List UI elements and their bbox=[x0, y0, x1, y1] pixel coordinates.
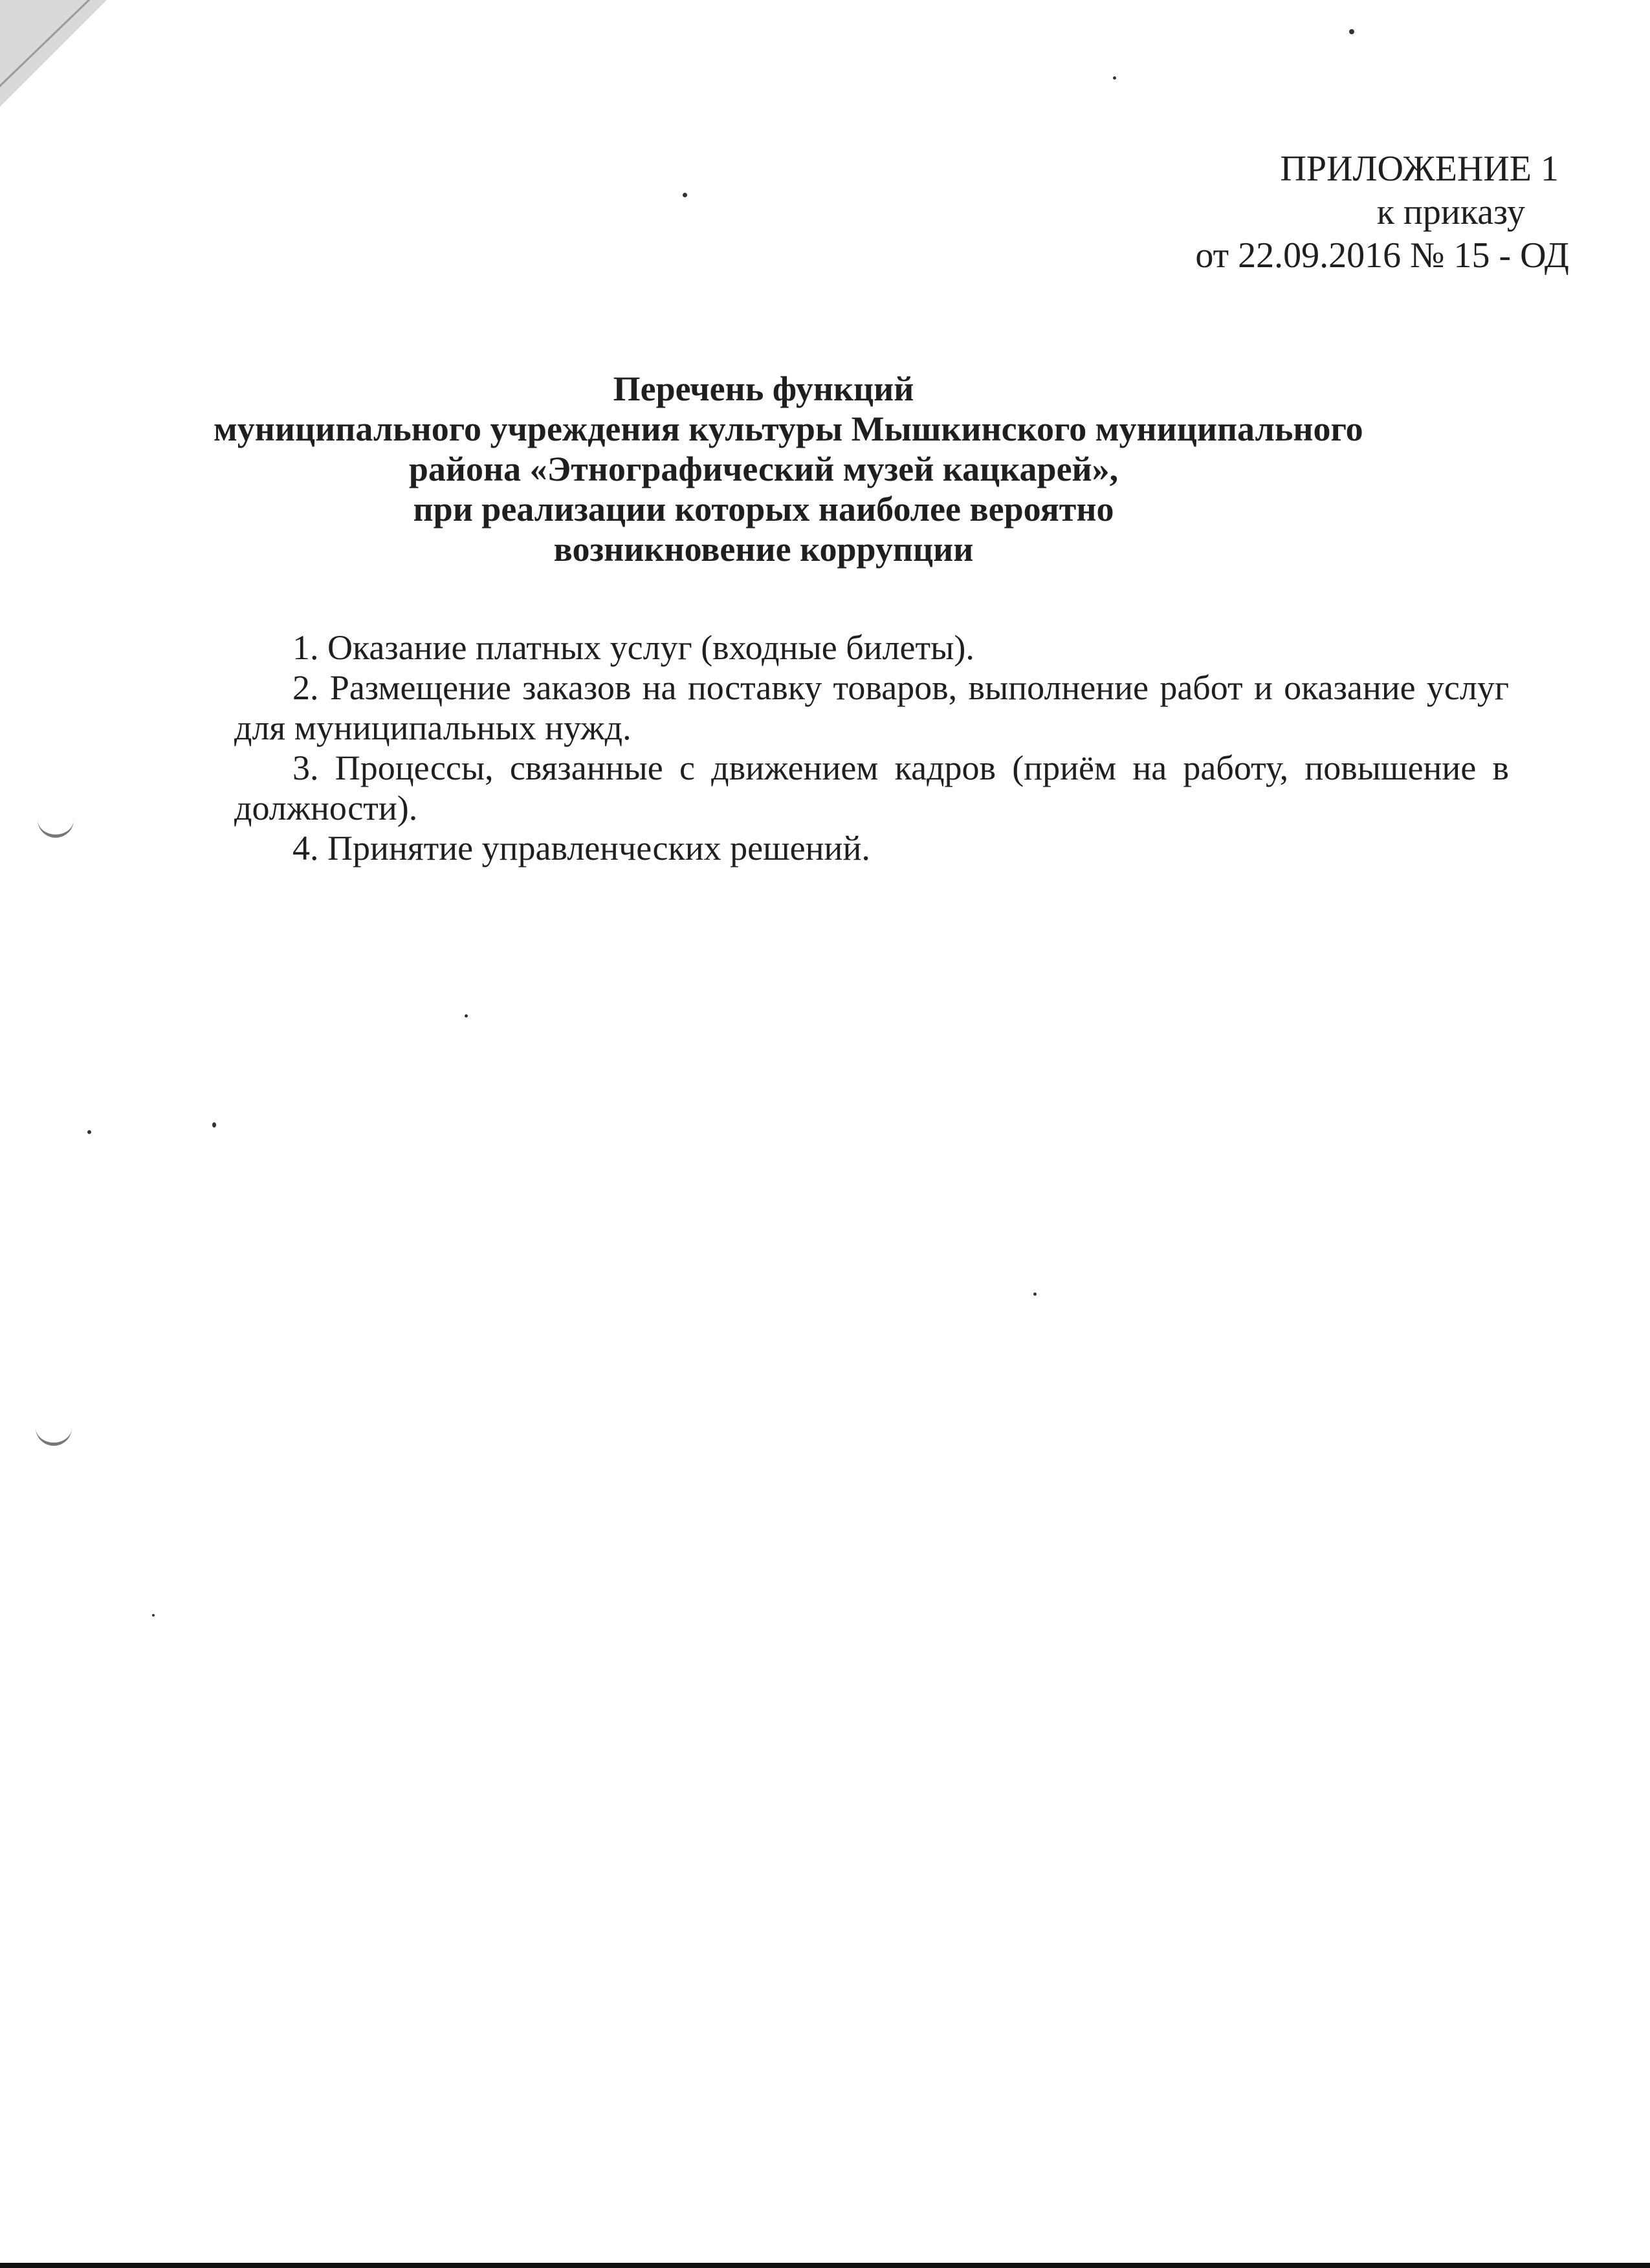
list-item: 2. Размещение заказов на поставку товаров, выполнение работ и оказание услуг для муниципальных нужд. bbox=[234, 668, 1509, 747]
binder-hole-top bbox=[38, 809, 74, 838]
list-item: 3. Процессы, связанные с движением кадров (приём на работу, повышение в должности). bbox=[234, 748, 1509, 827]
appendix-number: ПРИЛОЖЕНИЕ 1 bbox=[1280, 149, 1559, 189]
list-item: 4. Принятие управленческих решений. bbox=[292, 829, 870, 867]
folded-corner bbox=[0, 0, 107, 107]
title-line: при реализации которых наиболее вероятно bbox=[413, 490, 1114, 529]
scan-speck bbox=[1349, 29, 1354, 34]
scan-speck bbox=[1033, 1292, 1037, 1296]
order-date-number: от 22.09.2016 № 15 - ОД bbox=[1195, 235, 1569, 276]
title-line: района «Этнографический музей кацкарей», bbox=[408, 450, 1119, 488]
list-item: 1. Оказание платных услуг (входные билеты). bbox=[292, 628, 974, 667]
scan-speck bbox=[87, 1130, 91, 1134]
title-line: муниципального учреждения культуры Мышкинского муниципального bbox=[214, 409, 1363, 448]
binder-hole-bottom bbox=[36, 1417, 72, 1446]
scan-speck bbox=[465, 1014, 468, 1018]
order-reference: к приказу bbox=[1376, 192, 1525, 232]
scan-speck bbox=[683, 193, 687, 197]
functions-list bbox=[234, 627, 1509, 868]
title-line: Перечень функций bbox=[613, 369, 914, 408]
appendix-header bbox=[1195, 147, 1569, 278]
document-title bbox=[214, 369, 1363, 569]
title-line: возникновение коррупции bbox=[553, 530, 974, 569]
scan-speck bbox=[1113, 76, 1116, 80]
scan-bottom-edge bbox=[0, 2263, 1650, 2268]
scan-speck bbox=[152, 1614, 155, 1617]
scan-speck bbox=[212, 1122, 216, 1128]
